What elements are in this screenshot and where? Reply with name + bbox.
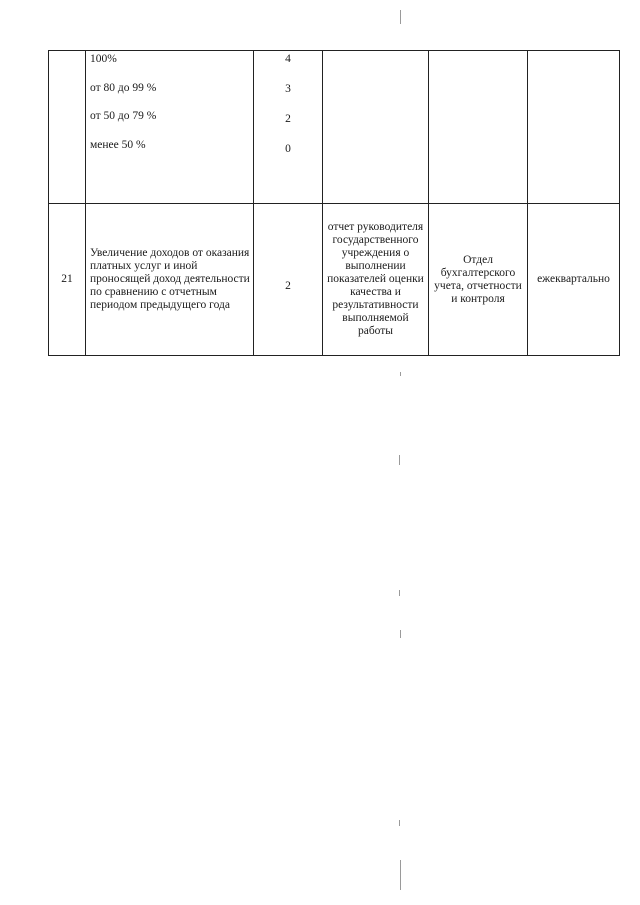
source-cell — [323, 51, 429, 204]
table-row — [49, 51, 620, 204]
row-number-cell: 21 — [49, 204, 86, 356]
scan-speck — [400, 860, 401, 890]
scan-speck — [399, 455, 400, 465]
points-value: 0 — [285, 143, 291, 155]
scan-speck — [400, 10, 401, 24]
criteria-option: 100% — [90, 53, 117, 65]
criteria-option: от 50 до 79 % — [90, 110, 157, 122]
points-cell: 2 — [254, 204, 323, 356]
row-number-cell — [49, 51, 86, 204]
source-cell: отчет руководителя государственного учреждения о выполнении показателей оценки качества и результативности выполняемой работы — [323, 204, 429, 356]
periodicity-cell: ежеквартально — [528, 204, 620, 356]
periodicity-cell — [528, 51, 620, 204]
criteria-option: менее 50 % — [90, 138, 146, 151]
scan-speck — [400, 630, 401, 638]
responsible-cell — [429, 51, 528, 204]
scan-speck — [400, 372, 401, 376]
points-value: 2 — [285, 113, 291, 125]
points-value: 4 — [285, 53, 291, 65]
criteria-cell — [86, 51, 254, 204]
scan-speck — [399, 820, 400, 826]
points-cell — [254, 51, 323, 204]
scan-speck — [399, 590, 400, 596]
table-row — [49, 204, 620, 356]
criteria-cell: Увеличение доходов от оказания платных услуг и иной проносящей доход деятельности по сравнению с отчетным периодом предыдущего года — [86, 204, 254, 356]
criteria-option: от 80 до 99 % — [90, 81, 157, 94]
points-value: 3 — [285, 83, 291, 95]
responsible-cell: Отдел бухгалтерского учета, отчетности и контроля — [429, 204, 528, 356]
criteria-table — [48, 50, 620, 356]
